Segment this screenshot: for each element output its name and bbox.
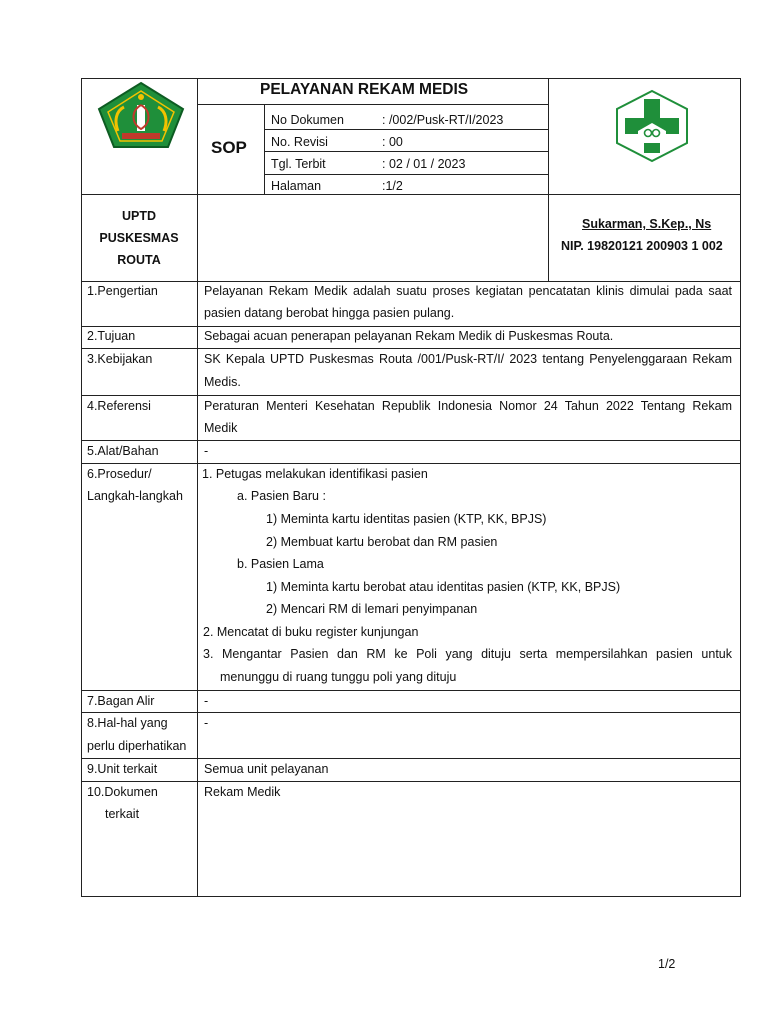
label-pengertian: 1.Pengertian [87,284,158,298]
label-unit-terkait: 9.Unit terkait [87,762,158,776]
unit-line-3: ROUTA [117,253,161,267]
ministry-emblem-logo [96,81,186,151]
unit-line-2: PUSKESMAS [99,231,179,245]
sop-label: SOP [211,138,247,157]
label-dokumen-1: 10.Dokumen [87,785,158,799]
procedure-step-3-line-1: 3. Mengantar Pasien dan RM ke Poli yang dituju serta mempersilahkan pasien untuk [203,647,732,661]
procedure-step-1a-1: 1) Meminta kartu identitas pasien (KTP, KK, BPJS) [266,512,547,526]
dokumen-terkait-text: Rekam Medik [204,785,281,799]
alat-bahan-text: - [204,444,209,458]
page-label: Halaman [271,179,322,193]
referensi-line-2: Medik [204,421,238,435]
hal-hal-text: - [204,716,209,730]
procedure-step-2: 2. Mencatat di buku register kunjungan [203,625,419,639]
procedure-step-1b-2: 2) Mencari RM di lemari penyimpanan [266,602,478,616]
issue-date-label: Tgl. Terbit [271,157,326,171]
puskesmas-logo [614,89,690,163]
revision-label: No. Revisi [271,135,328,149]
unit-terkait-text: Semua unit pelayanan [204,762,329,776]
document-title: PELAYANAN REKAM MEDIS [260,81,469,98]
kebijakan-line-2: Medis. [204,375,241,389]
label-referensi: 4.Referensi [87,399,151,413]
issue-date-value: : 02 / 01 / 2023 [382,157,466,171]
procedure-step-3-line-2: menunggu di ruang tunggu poli yang dituju [220,670,457,684]
procedure-step-1: 1. Petugas melakukan identifikasi pasien [202,467,428,481]
procedure-step-1a-2: 2) Membuat kartu berobat dan RM pasien [266,535,498,549]
signer-name: Sukarman, S.Kep., Ns [582,217,712,231]
label-bagan-alir: 7.Bagan Alir [87,694,155,708]
signer-nip: NIP. 19820121 200903 1 002 [561,239,723,253]
label-prosedur-1: 6.Prosedur/ [87,467,152,481]
label-hal-hal-1: 8.Hal-hal yang [87,716,168,730]
page-number: 1/2 [658,957,676,971]
kebijakan-line-1: SK Kepala UPTD Puskesmas Routa /001/Pusk-RT/I/ 2023 tentang Penyelenggaraan Rekam [204,352,732,366]
page-value: :1/2 [382,179,403,193]
label-dokumen-2: terkait [105,807,140,821]
pengertian-line-1: Pelayanan Rekam Medik adalah suatu proses kegiatan pencatatan klinis dimulai pada saat [204,284,732,298]
tujuan-text: Sebagai acuan penerapan pelayanan Rekam Medik di Puskesmas Routa. [204,329,614,343]
label-alat-bahan: 5.Alat/Bahan [87,444,159,458]
procedure-step-1b-1: 1) Meminta kartu berobat atau identitas pasien (KTP, KK, BPJS) [266,580,621,594]
doc-number-value: : /002/Pusk-RT/I/2023 [382,113,504,127]
procedure-step-1b: b. Pasien Lama [237,557,324,571]
doc-number-label: No Dokumen [271,113,344,127]
bagan-alir-text: - [204,694,209,708]
referensi-line-1: Peraturan Menteri Kesehatan Republik Indonesia Nomor 24 Tahun 2022 Tentang Rekam [204,399,732,413]
procedure-step-1a: a. Pasien Baru : [237,489,326,503]
unit-line-1: UPTD [121,209,157,223]
label-prosedur-2: Langkah-langkah [87,489,183,503]
label-tujuan: 2.Tujuan [87,329,136,343]
label-kebijakan: 3.Kebijakan [87,352,153,366]
pengertian-line-2: pasien datang berobat hingga pasien pulang. [204,306,455,320]
revision-value: : 00 [382,135,403,149]
label-hal-hal-2: perlu diperhatikan [87,739,187,753]
